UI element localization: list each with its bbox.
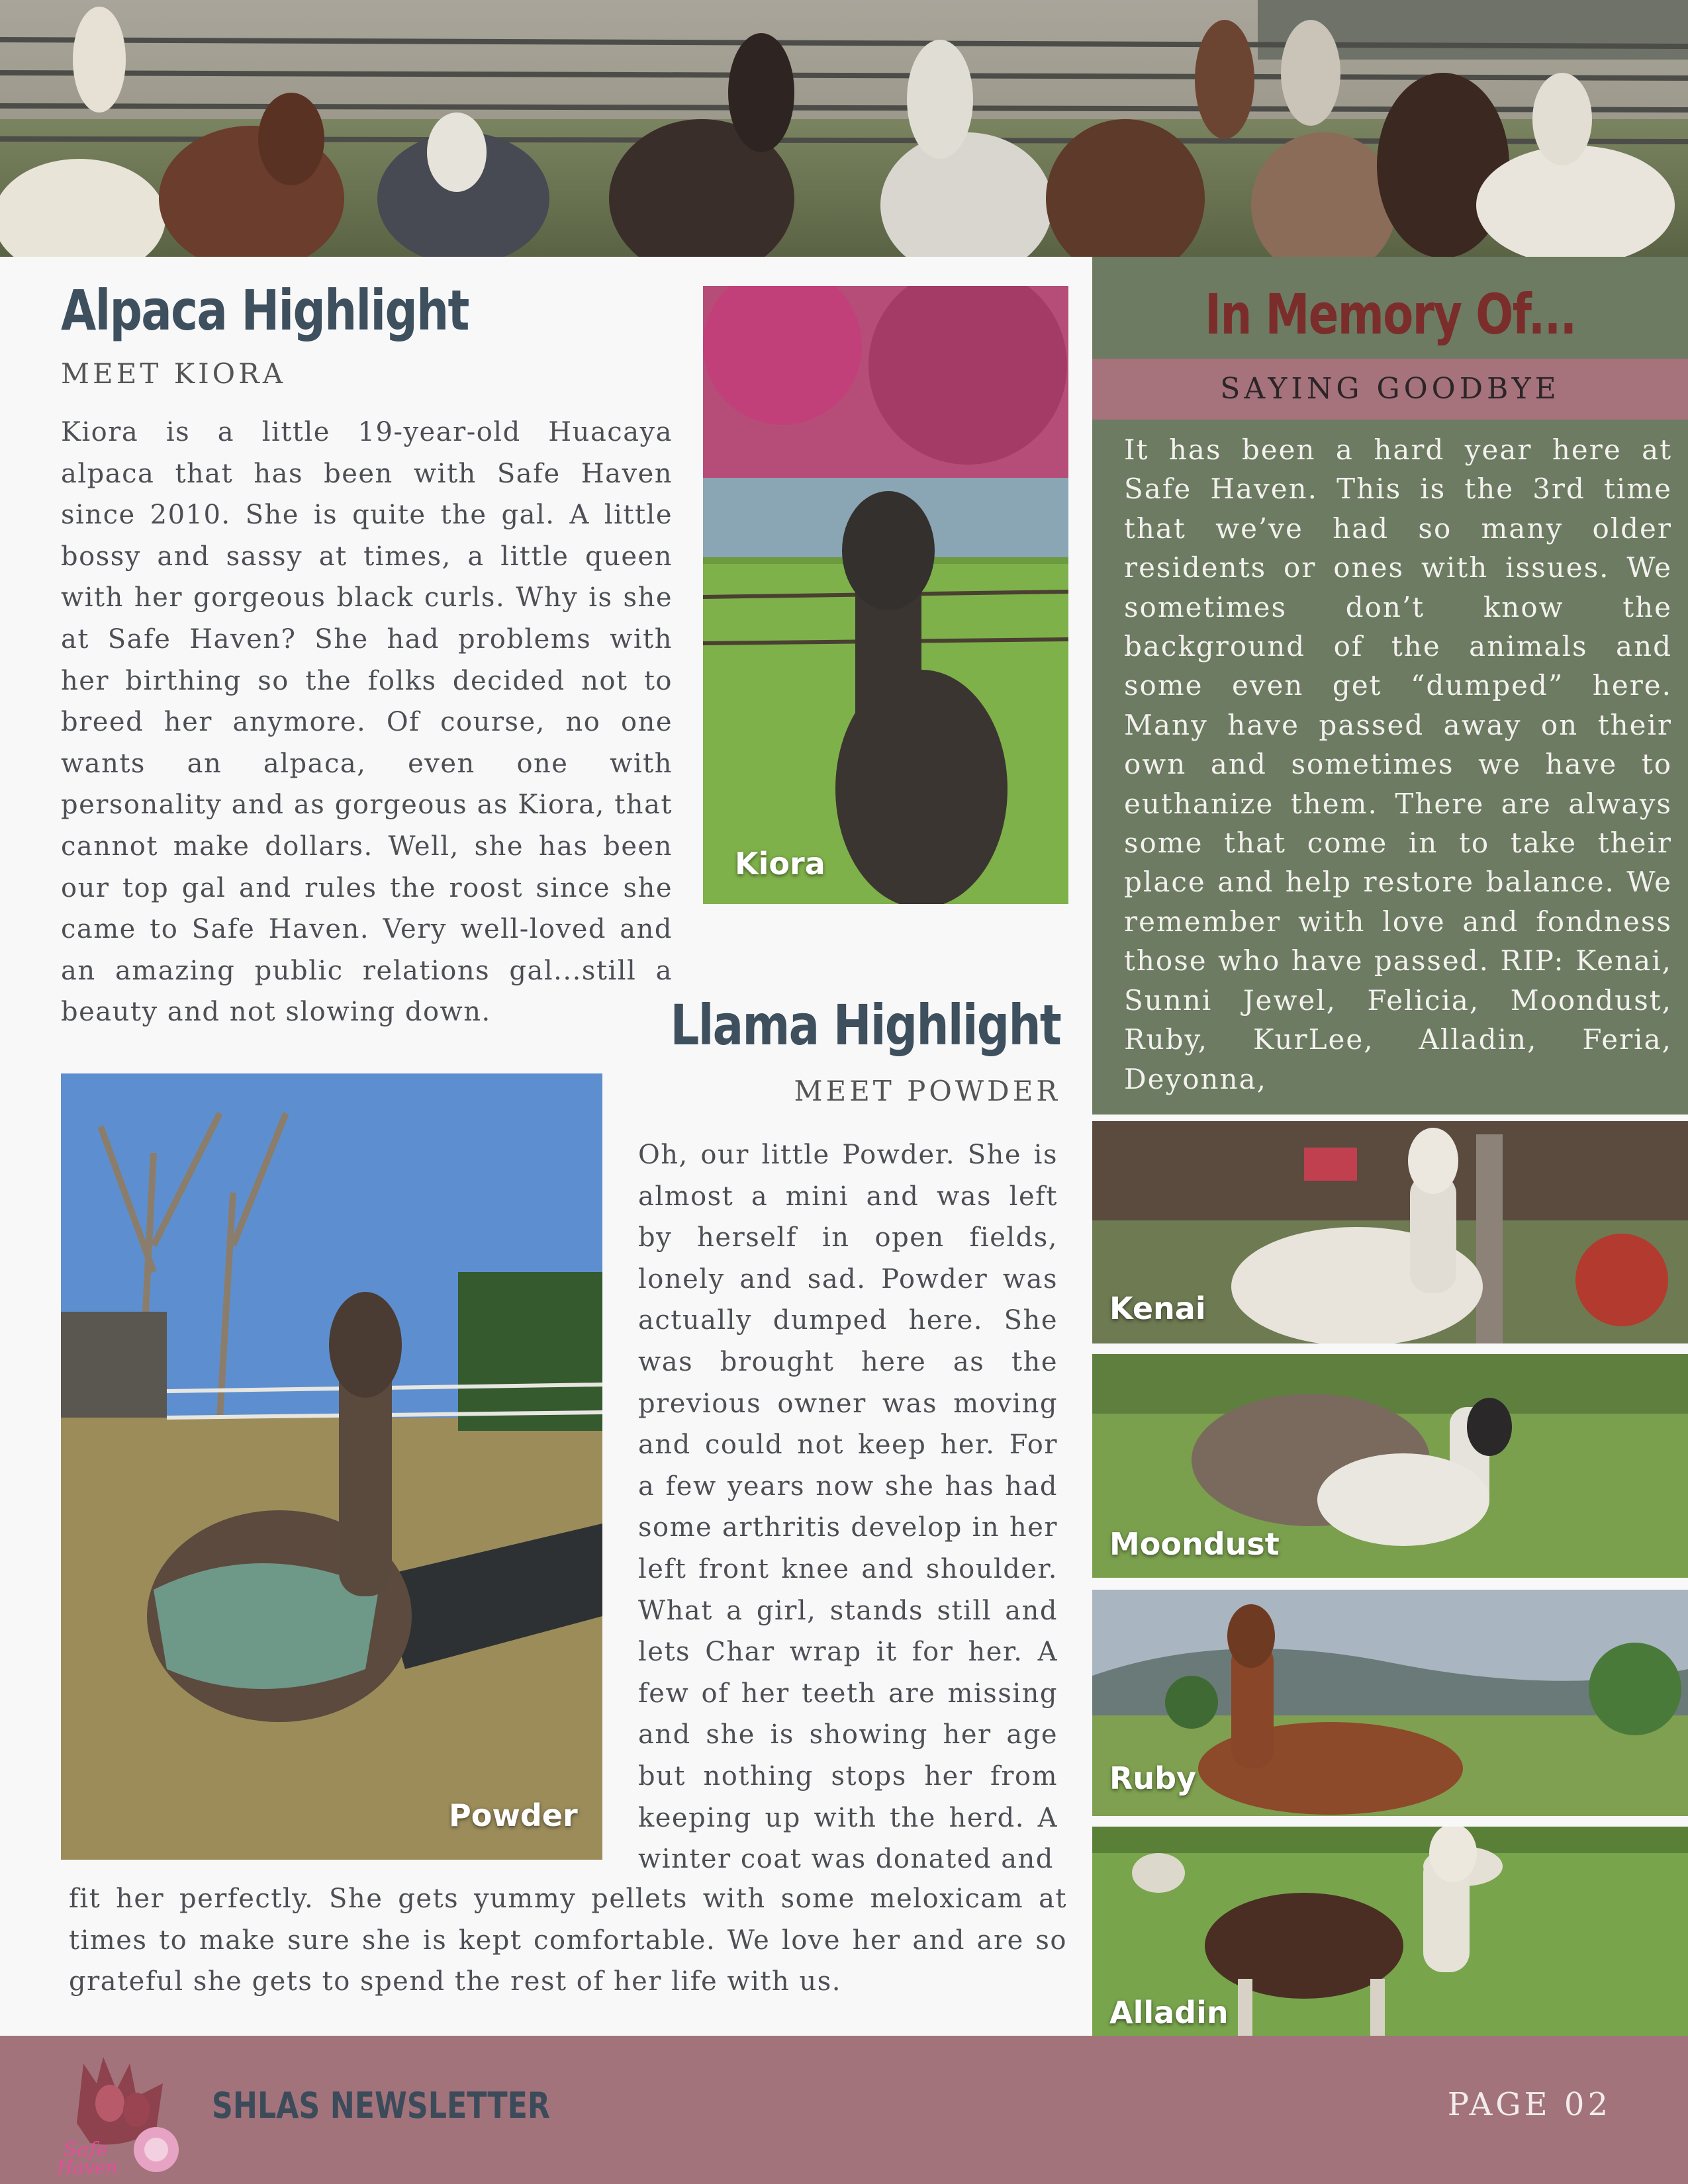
alpaca-highlight-body: Kiora is a little 19-year-old Huacaya alpaca that has been with Safe Haven since 2010. She is quite the gal. A little bossy and sassy at times, a little queen with her gorgeous black curls. Why is she at Safe Haven? She had problems with her birthing so the folks decided not to breed her anymore. Of course, no one wants an alpaca, even one with personality and as gorgeous as Kiora, that cannot make dollars. Well, she has been our top gal and rules the roost since she came to Safe Haven. Very well-loved and an amazing public relations gal...still a beauty and not slowing down. <box>61 417 673 1028</box>
memory-body: It has been a hard year here at Safe Haven. This is the 3rd time that we’ve had so many older residents or ones with issues. We sometimes don’t know the background of the animals and some even get “dumped” here. Many have passed away on their own and sometimes we have to euthanize them. There are always some that come in to take their place and help restore balance. We remember with love and fondness those who have passed. RIP: Kenai, Sunni Jewel, Felicia, Moondust, Ruby, KurLee, Alladin, Feria, Deyonna, <box>1124 433 1672 1095</box>
memorial-photo-alladin <box>1092 1827 1688 2050</box>
memory-title: In Memory Of... <box>1204 282 1576 347</box>
llama-highlight-body: Oh, our little Powder. She is almost a mini and was left by herself in open fields, lonely and sad. Powder was actually dumped here. She was brought here as the previous owner was moving and could not keep her. For a few years now she has had some arthritis develop in her left front knee and shoulder. What a girl, stands still and lets Char wrap it for her. A few of her teeth are missing and she is showing her age but nothing stops her from keeping up with the herd. A winter coat was donated and <box>638 1140 1058 1875</box>
alpaca-highlight-subtitle: MEET KIORA <box>61 357 287 390</box>
memorial-photo-label-alladin: Alladin <box>1109 1995 1229 2030</box>
memorial-photo-label-moondust: Moondust <box>1109 1526 1280 1562</box>
memorial-photo-label-kenai: Kenai <box>1109 1291 1206 1326</box>
llama-highlight-subtitle: MEET POWDER <box>794 1075 1060 1107</box>
svg-text:Safe: Safe <box>64 2138 109 2161</box>
safe-haven-logo <box>50 2044 189 2176</box>
powder-photo <box>61 1073 602 1860</box>
page-number: PAGE 02 <box>1447 2086 1611 2123</box>
powder-photo-label: Powder <box>449 1797 578 1833</box>
svg-text:Haven: Haven <box>57 2156 118 2176</box>
memory-subtitle: SAYING GOODBYE <box>1220 372 1560 406</box>
newsletter-name: SHLAS NEWSLETTER <box>212 2085 551 2126</box>
memorial-photo-ruby <box>1092 1590 1688 1816</box>
memorial-photo-kenai <box>1092 1121 1688 1343</box>
memory-subtitle-band <box>1092 359 1688 420</box>
alpaca-highlight-title: Alpaca Highlight <box>61 278 469 343</box>
memorial-photo-label-ruby: Ruby <box>1109 1760 1197 1796</box>
llama-highlight-title: Llama Highlight <box>670 993 1060 1058</box>
kiora-photo-label: Kiora <box>735 846 825 882</box>
kiora-photo <box>703 286 1068 904</box>
header-photo <box>0 0 1688 257</box>
llama-highlight-body-continued: fit her perfectly. She gets yummy pellets with some meloxicam at times to make sure she is kept comfortable. We love her and are so grateful she gets to spend the rest of her life with us. <box>69 1884 1067 1997</box>
memory-panel <box>1092 257 1688 1115</box>
memorial-photo-moondust <box>1092 1354 1688 1578</box>
